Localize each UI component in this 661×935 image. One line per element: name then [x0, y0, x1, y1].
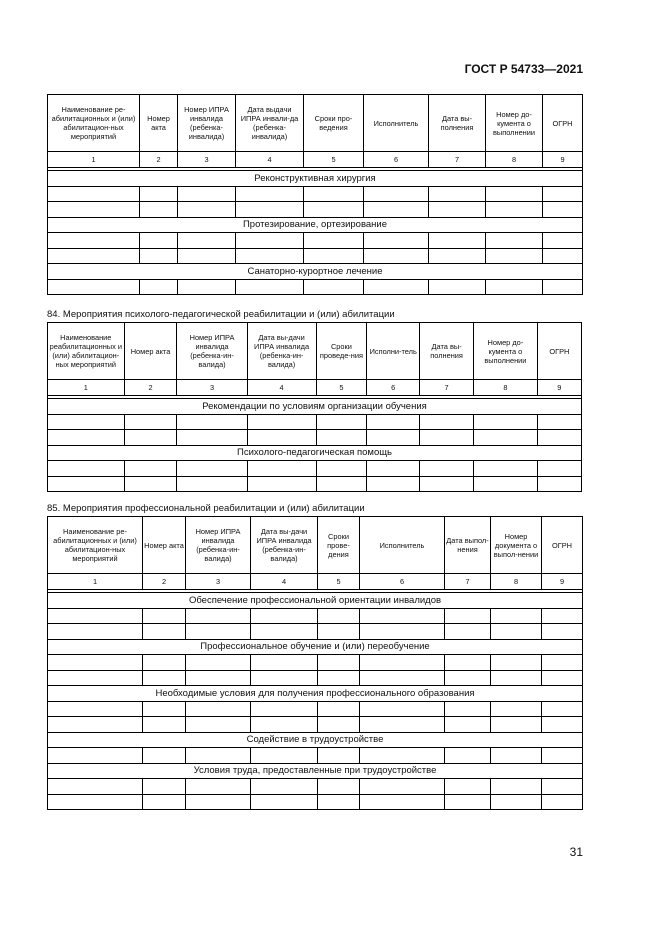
header-cell: Номер акта	[143, 517, 186, 574]
table-header	[48, 95, 583, 152]
column-number: 7	[445, 574, 491, 590]
category-row: Условия труда, предоставленные при трудоустройстве	[48, 763, 583, 779]
table-row	[48, 202, 583, 218]
column-number: 4	[247, 380, 316, 396]
column-number: 1	[48, 380, 125, 396]
table-row	[48, 701, 583, 717]
category-row: Протезирование, ортезирование	[48, 217, 583, 233]
header-cell: Исполнитель	[360, 517, 445, 574]
header-cell: Номер ИПРА инвалида (ребенка-инвалида)	[178, 95, 236, 152]
column-number: 6	[367, 380, 420, 396]
header-cell: ОГРН	[542, 517, 583, 574]
header-cell: Исполни-тель	[367, 323, 420, 380]
header-cell: Номер ИПРА инвалида (ребенка-ин-валида)	[186, 517, 251, 574]
category-row: Обеспечение профессиональной ориентации инвалидов	[48, 593, 583, 609]
table-row	[48, 748, 583, 764]
section-84-title: 84. Мероприятия психолого-педагогической реабилитации и (или) абилитации	[47, 309, 395, 320]
table-row	[48, 186, 583, 202]
column-number: 9	[537, 380, 581, 396]
table-row	[48, 624, 583, 640]
column-number: 8	[474, 380, 538, 396]
column-number: 3	[177, 380, 247, 396]
header-cell: Номер ИПРА инвалида (ребенка-ин-валида)	[177, 323, 247, 380]
column-number: 9	[542, 574, 583, 590]
table-row	[48, 608, 583, 624]
table-row	[48, 461, 582, 477]
header-cell: Сроки прове-дения	[318, 517, 360, 574]
table-psychological-rehabilitation	[47, 322, 582, 492]
table-row	[48, 279, 583, 295]
header-cell: Сроки проведе-ния	[316, 323, 367, 380]
table-row	[48, 717, 583, 733]
column-number: 4	[236, 152, 304, 168]
header-cell: Номер до-кумента о выполнении	[474, 323, 538, 380]
table-row	[48, 233, 583, 249]
table-row	[48, 670, 583, 686]
table-header	[48, 517, 583, 574]
column-number: 2	[143, 574, 186, 590]
column-number: 6	[364, 152, 429, 168]
column-number: 8	[491, 574, 542, 590]
header-cell: Номер документа о выпол-нении	[491, 517, 542, 574]
column-number: 8	[486, 152, 543, 168]
category-row: Необходимые условия для получения профессионального образования	[48, 686, 583, 702]
table-row	[48, 414, 582, 430]
column-number: 1	[48, 574, 143, 590]
section-85-title: 85. Мероприятия профессиональной реабилитации и (или) абилитации	[47, 503, 365, 514]
standard-designation: ГОСТ Р 54733—2021	[464, 62, 583, 76]
header-cell: Номер акта	[140, 95, 178, 152]
category-row: Рекомендации по условиям организации обучения	[48, 399, 582, 415]
header-cell: Сроки про-ведения	[304, 95, 364, 152]
column-numbers	[48, 152, 583, 168]
column-number: 2	[124, 380, 177, 396]
header-cell: Дата вы-дачи ИПРА инвалида (ребенка-ин-валида)	[247, 323, 316, 380]
column-number: 1	[48, 152, 140, 168]
table-row	[48, 430, 582, 446]
header-cell: Дата вы-полнения	[429, 95, 486, 152]
page-number: 31	[569, 845, 583, 859]
column-number: 3	[178, 152, 236, 168]
table-row	[48, 248, 583, 264]
table-professional-rehabilitation	[47, 516, 583, 810]
header-cell: Исполнитель	[364, 95, 429, 152]
column-number: 5	[304, 152, 364, 168]
table-medical-rehabilitation	[47, 94, 583, 295]
header-cell: Дата выпол-нения	[445, 517, 491, 574]
table-header	[48, 323, 582, 380]
column-number: 5	[316, 380, 367, 396]
header-cell: Дата вы-полнения	[420, 323, 474, 380]
category-row: Санаторно-курортное лечение	[48, 264, 583, 280]
column-number: 2	[140, 152, 178, 168]
header-cell: ОГРН	[543, 95, 583, 152]
header-cell: Наименование ре-абилитационных и (или) абилитацион-ных мероприятий	[48, 517, 143, 574]
column-number: 9	[543, 152, 583, 168]
column-number: 7	[420, 380, 474, 396]
column-numbers	[48, 574, 583, 590]
column-numbers	[48, 380, 582, 396]
column-number: 6	[360, 574, 445, 590]
column-number: 4	[251, 574, 318, 590]
header-cell: Номер акта	[124, 323, 177, 380]
category-row: Содействие в трудоустройстве	[48, 732, 583, 748]
category-row: Психолого-педагогическая помощь	[48, 445, 582, 461]
column-number: 3	[186, 574, 251, 590]
category-row: Реконструктивная хирургия	[48, 171, 583, 187]
header-cell: Наименование ре-абилитационных и (или) абилитацион-ных мероприятий	[48, 95, 140, 152]
header-cell: Дата выдачи ИПРА инвали-да (ребенка-инвалида)	[236, 95, 304, 152]
column-number: 5	[318, 574, 360, 590]
table-row	[48, 476, 582, 492]
table-row	[48, 794, 583, 810]
category-row: Профессиональное обучение и (или) переобучение	[48, 639, 583, 655]
table-row	[48, 779, 583, 795]
header-cell: ОГРН	[537, 323, 581, 380]
header-cell: Наименование реабилитационных и (или) абилитацион-ных мероприятий	[48, 323, 125, 380]
table-row	[48, 655, 583, 671]
column-number: 7	[429, 152, 486, 168]
header-cell: Номер до-кумента о выполнении	[486, 95, 543, 152]
header-cell: Дата вы-дачи ИПРА инвалида (ребенка-ин-валида)	[251, 517, 318, 574]
